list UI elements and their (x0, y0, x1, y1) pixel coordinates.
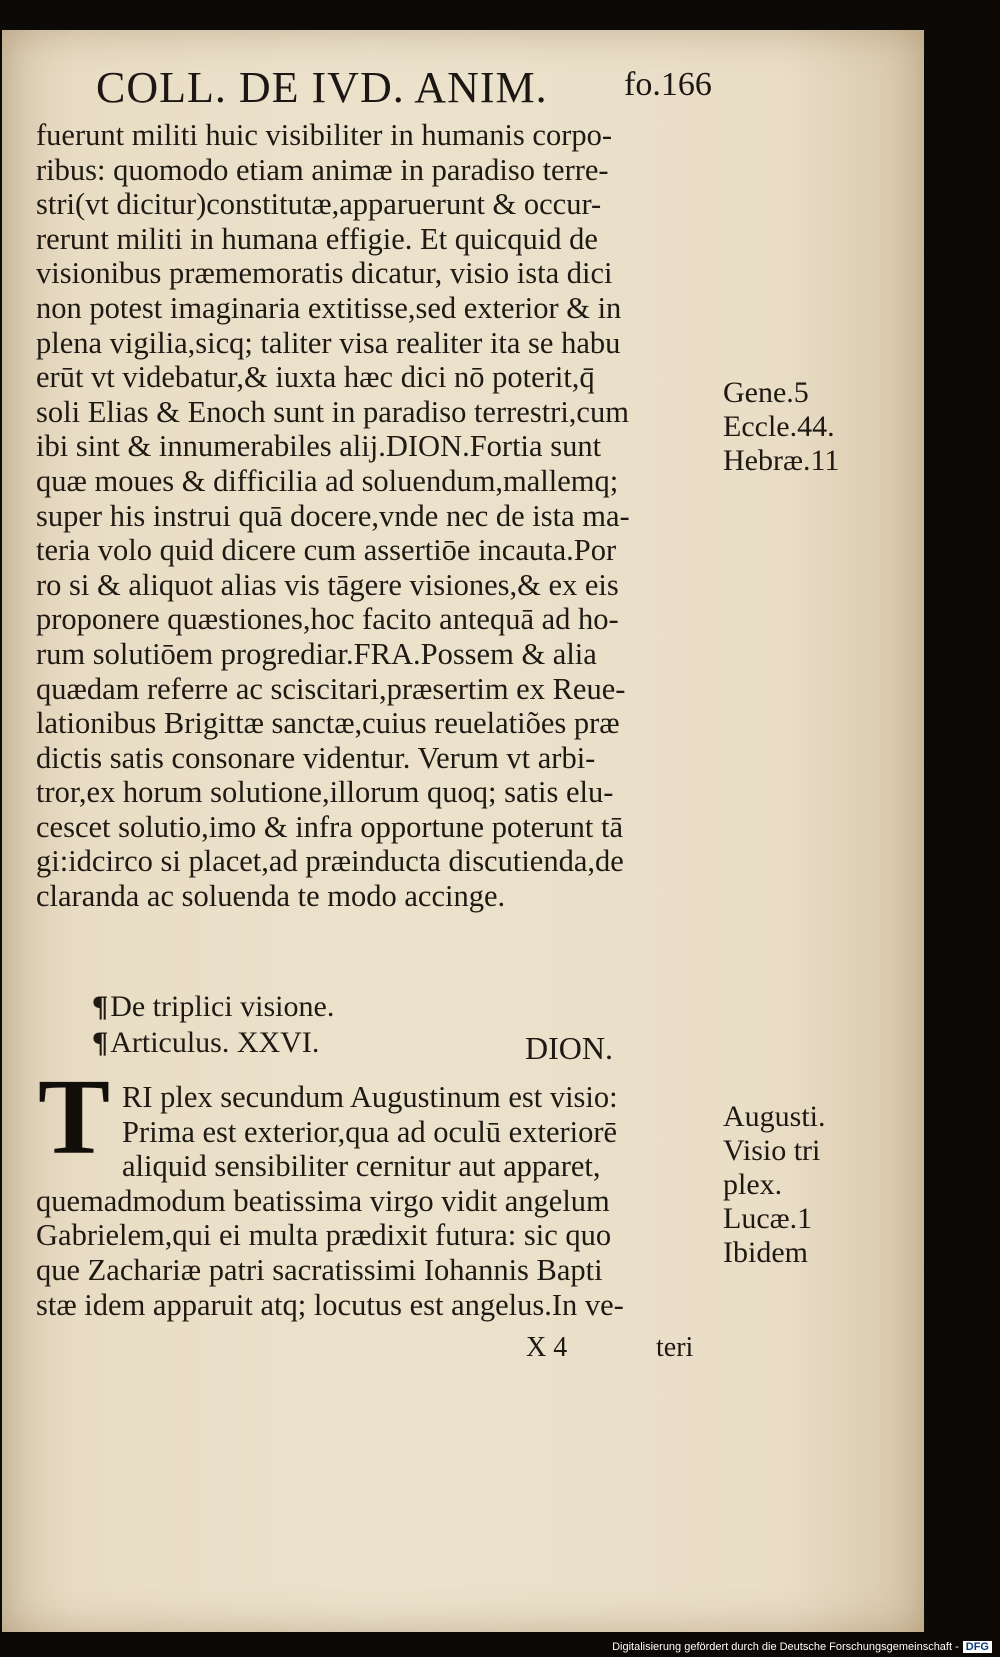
article-line (92, 1026, 712, 1070)
text-line: tror,ex horum solutione,illorum quoq; satis elu- (36, 775, 614, 810)
margin-note: Eccle.44. (723, 410, 835, 443)
text-line: visionibus præmemoratis dicatur, visio ista dici (36, 256, 613, 291)
text-line: gi:idcirco si placet,ad præinducta discutienda,de (36, 844, 624, 879)
text-line: stri(vt dicitur)constitutæ,apparuerunt & occur- (36, 187, 602, 222)
article-number: Articulus. XXVI. (110, 1026, 320, 1059)
margin-note: Gene.5 (723, 376, 809, 409)
page-header (96, 62, 726, 122)
text-line: claranda ac soluenda te modo accinge. (36, 879, 506, 914)
text-line: dictis satis consonare videntur. Verum vt arbi- (36, 740, 596, 775)
margin-note: Lucæ.1 (723, 1202, 813, 1235)
section-title: De triplici visione. (110, 990, 335, 1023)
text-line: cescet solutio,imo & infra opportune poterunt tā (36, 809, 623, 844)
text-line: soli Elias & Enoch sunt in paradiso terrestri,cum (36, 394, 629, 429)
text-line: non potest imaginaria extitisse,sed exterior & in (36, 290, 622, 325)
margin-note: Visio tri (723, 1134, 821, 1167)
text-line: ribus: quomodo etiam animæ in paradiso terre- (36, 152, 609, 187)
speaker-label: DION. (525, 1030, 613, 1066)
margin-note: Hebræ.11 (723, 444, 840, 477)
text-line: Prima est exterior,qua ad oculū exteriorē (122, 1114, 618, 1149)
folio-number: fo.166 (624, 66, 712, 103)
drop-capital: T (38, 1058, 111, 1177)
signature-mark: X 4 (526, 1332, 568, 1363)
text-line: teria volo quid dicere cum assertiōe incauta.Por (36, 533, 617, 568)
article-text-block (36, 1080, 726, 1322)
margin-note: Augusti. (723, 1100, 826, 1133)
running-title: COLL. DE IVD. ANIM. (96, 63, 548, 112)
text-line: super his instrui quā docere,vnde nec de ista ma- (36, 498, 630, 533)
credit-text: Digitalisierung gefördert durch die Deutsche Forschungsgemeinschaft - (612, 1641, 959, 1653)
paragraph-mark: ¶ (92, 990, 109, 1023)
text-line: lationibus Brigittæ sanctæ,cuius reuelatiões præ (36, 706, 620, 741)
text-line: Gabrielem,qui ei multa prædixit futura: sic quo (36, 1218, 612, 1253)
text-line: erūt vt videbatur,& iuxta hæc dici nō poterit,q̄ (36, 360, 595, 395)
text-line: quæ moues & difficilia ad soluendum,mallemq; (36, 463, 619, 498)
margin-note: Ibidem (723, 1236, 808, 1269)
text-line: quædam referre ac sciscitari,præsertim ex Reue- (36, 671, 626, 706)
text-line: plena vigilia,sicq; taliter visa realiter ita se habu (36, 325, 621, 360)
main-text-block (36, 118, 716, 914)
text-line: que Zachariæ patri sacratissimi Iohannis Bapti (36, 1252, 603, 1287)
text-line: aliquid sensibiliter cernitur aut apparet, (122, 1149, 601, 1184)
text-line: stæ idem apparuit atq; locutus est angelus.In ve- (36, 1287, 624, 1322)
section-heading (92, 990, 712, 1024)
digitization-credit (612, 1641, 992, 1653)
dfg-logo: DFG (963, 1641, 992, 1653)
text-line: ro si & aliquot alias vis tāgere visiones,& ex eis (36, 567, 619, 602)
text-line: fuerunt militi huic visibiliter in humanis corpo- (36, 118, 613, 152)
text-line: ibi sint & innumerabiles alij.DION.Fortia sunt (36, 429, 602, 464)
text-line: quemadmodum beatissima virgo vidit angelum (36, 1183, 610, 1218)
paragraph-mark: ¶ (92, 1026, 109, 1059)
text-line: proponere quæstiones,hoc facito antequā ad ho- (36, 602, 619, 637)
text-line: rerunt militi in humana effigie. Et quicquid de (36, 221, 598, 256)
margin-note: plex. (723, 1168, 783, 1201)
catchword: teri (656, 1332, 694, 1363)
text-line: RI plex secundum Augustinum est visio: (122, 1080, 618, 1114)
margin-notes-upper (723, 376, 843, 478)
margin-notes-lower (723, 1100, 843, 1270)
text-line: rum solutiōem progrediar.FRA.Possem & alia (36, 636, 597, 671)
